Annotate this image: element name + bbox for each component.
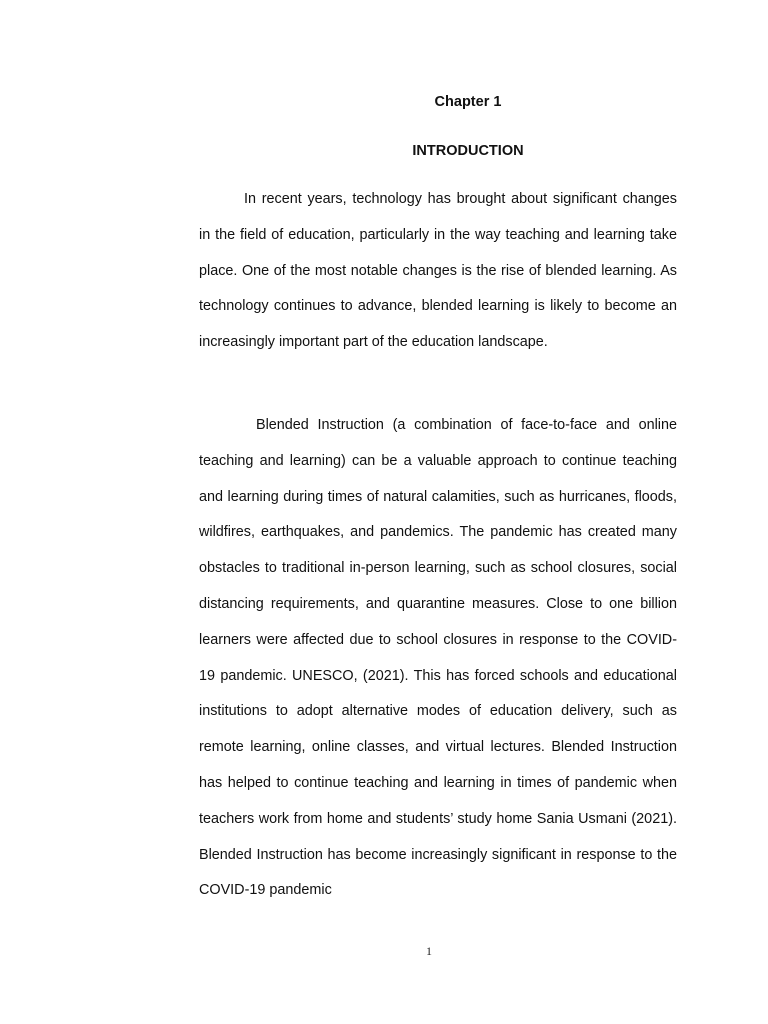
paragraph-1: In recent years, technology has brought about significant changes in the field of education, particularly in the way teaching and learning take place. One of the most notable changes is the rise of blended learning. As technology continues to advance, blended learning is likely to become an increasingly important part of the education landscape. bbox=[199, 191, 677, 351]
section-heading: INTRODUCTION bbox=[412, 143, 524, 159]
chapter-label: Chapter 1 bbox=[434, 94, 502, 110]
page-number: 1 bbox=[426, 944, 432, 958]
paragraph-2: Blended Instruction (a combination of face-to-face and online teaching and learning) can be a valuable approach to continue teaching and learning during times of natural calamities, such as hurricanes, floods, wildfires, earthquakes, and pandemics. The pandemic has created many obstacles to traditional in-person learning, such as school closures, social distancing requirements, and quarantine measures. Close to one billion learners were affected due to school closures in response to the COVID-19 pandemic. UNESCO, (2021). This has forced schools and educational institutions to adopt alternative modes of education delivery, such as remote learning, online classes, and virtual lectures. Blended Instruction has helped to continue teaching and learning in times of pandemic when teachers work from home and students’ study home Sania Usmani (2021). Blended Instruction has become increasingly significant in response to the COVID-19 pandemic bbox=[199, 417, 677, 899]
